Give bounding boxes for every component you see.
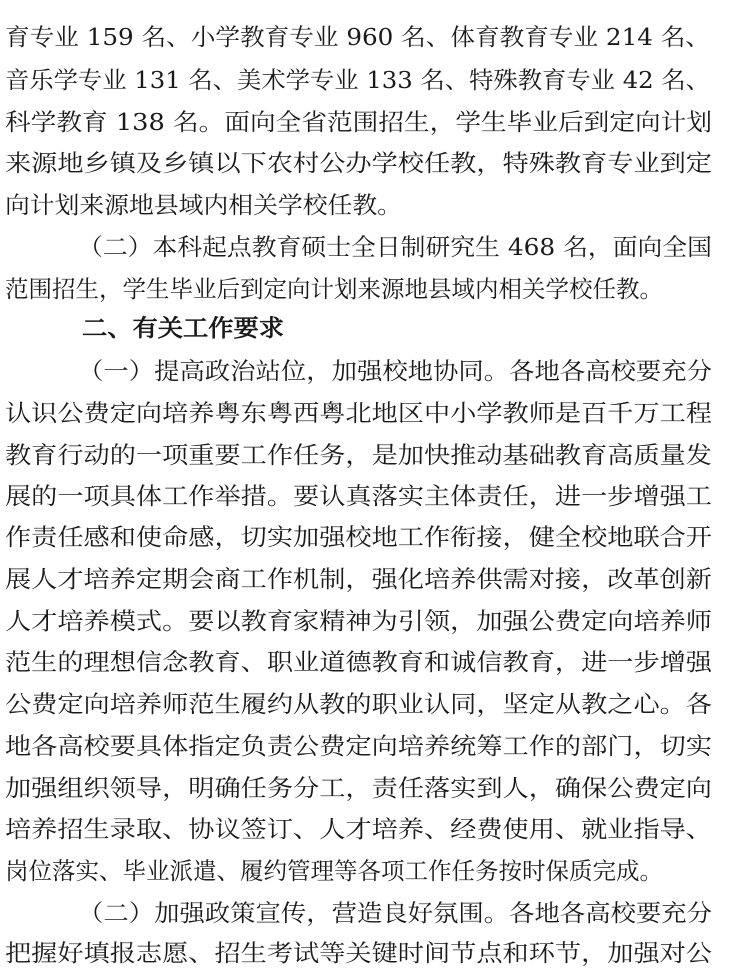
text-line-content: 地各高校要具体指定负责公费定向培养统筹工作的部门，切实 <box>5 732 712 760</box>
text-line <box>0 190 733 220</box>
text-line <box>0 898 733 928</box>
text-line <box>0 938 733 968</box>
text-line-content: 范生的理想信念教育、职业道德教育和诚信教育，进一步增强 <box>5 648 712 676</box>
text-line <box>0 232 733 262</box>
text-line-content: 教育行动的一项重要工作任务，是加快推动基础教育高质量发 <box>5 441 712 469</box>
text-line-content: 音乐学专业 131 名、美术学专业 133 名、特殊教育专业 42 名、 <box>5 66 711 94</box>
text-line-content: 加强组织领导，明确任务分工，责任落实到人，确保公费定向 <box>5 774 712 802</box>
section-heading-text: 二、有关工作要求 <box>82 314 284 342</box>
text-line-content: 展人才培养定期会商工作机制，强化培养供需对接，改革创新 <box>5 565 712 593</box>
text-line-content: 向计划来源地县域内相关学校任教。 <box>5 191 402 219</box>
text-line-content: 来源地乡镇及乡镇以下农村公办学校任教，特殊教育专业到定 <box>5 149 712 177</box>
text-line-content: 把握好填报志愿、招生考试等关键时间节点和环节，加强对公 <box>5 939 712 967</box>
text-line <box>0 856 733 886</box>
text-line-content: 认识公费定向培养粤东粤西粤北地区中小学教师是百千万工程 <box>5 399 712 427</box>
text-line <box>0 107 733 137</box>
text-line <box>0 731 733 761</box>
text-line <box>0 440 733 470</box>
text-line-content: （二）本科起点教育硕士全日制研究生 468 名，面向全国 <box>78 233 712 261</box>
text-line <box>0 564 733 594</box>
text-line <box>0 647 733 677</box>
text-line-content: 岗位落实、毕业派遣、履约管理等各项工作任务按时保质完成。 <box>5 857 663 885</box>
text-line <box>0 522 733 552</box>
text-line-content: （二）加强政策宣传，营造良好氛围。各地各高校要充分 <box>78 899 712 927</box>
text-line-content: 育专业 159 名、小学教育专业 960 名、体育教育专业 214 名、 <box>5 23 710 51</box>
text-line-content: 展的一项具体工作举措。要认真落实主体责任，进一步增强工 <box>5 482 712 510</box>
text-line-content: 科学教育 138 名。面向全省范围招生，学生毕业后到定向计划 <box>5 108 713 136</box>
text-line-content: 作责任感和使命感，切实加强校地工作衔接，健全校地联合开 <box>5 523 712 551</box>
text-line <box>0 356 733 386</box>
text-line <box>0 689 733 719</box>
text-line <box>0 148 733 178</box>
text-line <box>0 65 733 95</box>
text-line <box>0 606 733 636</box>
text-line <box>0 814 733 844</box>
text-line <box>0 274 733 304</box>
text-line-content: 人才培养模式。要以教育家精神为引领，加强公费定向培养师 <box>5 607 712 635</box>
section-heading <box>0 313 733 343</box>
text-line <box>0 22 733 52</box>
text-line-content: 公费定向培养师范生履约从教的职业认同，坚定从教之心。各 <box>5 690 712 718</box>
text-line-content: 范围招生，学生毕业后到定向计划来源地县域内相关学校任教。 <box>5 275 663 303</box>
text-line <box>0 398 733 428</box>
text-line-content: 培养招生录取、协议签订、人才培养、经费使用、就业指导、 <box>5 815 712 843</box>
text-line-content: （一）提高政治站位，加强校地协同。各地各高校要充分 <box>78 357 712 385</box>
text-line <box>0 773 733 803</box>
text-line <box>0 481 733 511</box>
